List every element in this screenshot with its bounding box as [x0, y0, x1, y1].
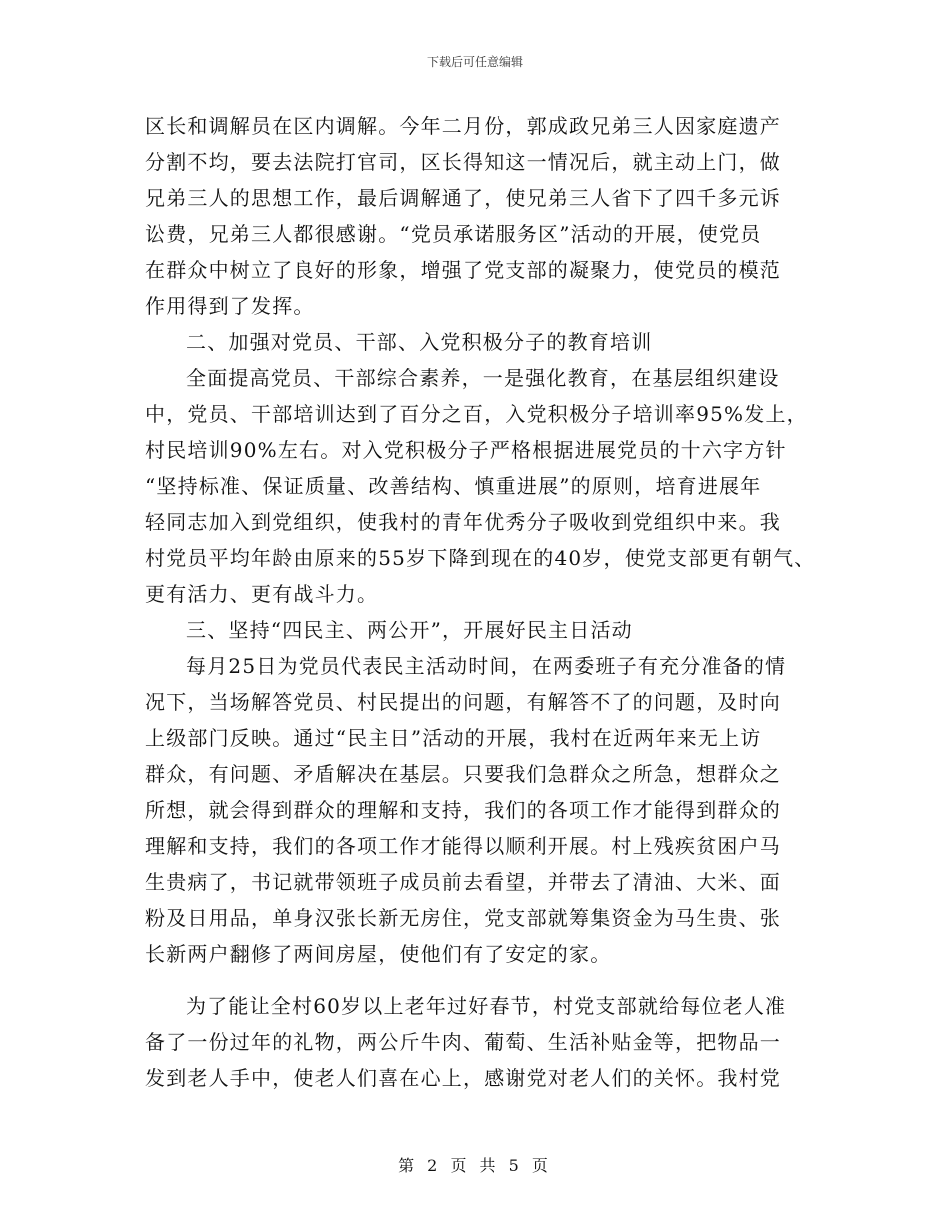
body-line: 在群众中树立了良好的形象，增强了党支部的凝聚力，使党员的模范: [145, 258, 781, 282]
body-line: 况下，当场解答党员、村民提出的问题，有解答不了的问题，及时向: [145, 690, 781, 714]
body-line: 分割不均，要去法院打官司，区长得知这一情况后，就主动上门，做: [145, 150, 781, 174]
body-line: 讼费，兄弟三人都很感谢。“党员承诺服务区”活动的开展，使党员: [145, 222, 762, 246]
body-line: 村民培训90%左右。对入党积极分子严格根据进展党员的十六字方针: [145, 438, 787, 462]
page-number: 第 2 页 共 5 页: [398, 1156, 552, 1175]
body-line: 长新两户翻修了两间房屋，使他们有了安定的家。: [145, 942, 612, 966]
body-line: 兄弟三人的思想工作，最后调解通了，使兄弟三人省下了四千多元诉: [145, 186, 781, 210]
body-line: 为了能让全村60岁以上老年过好春节，村党支部就给每位老人准: [186, 994, 787, 1018]
body-line: “坚持标准、保证质量、改善结构、慎重进展”的原则，培育进展年: [145, 474, 762, 498]
body-line: 粉及日用品，单身汉张长新无房住，党支部就筹集资金为马生贵、张: [145, 906, 781, 930]
body-line: 理解和支持，我们的各项工作才能得以顺利开展。村上残疾贫困户马: [145, 834, 781, 858]
body-line: 生贵病了，书记就带领班子成员前去看望，并带去了清油、大米、面: [145, 870, 781, 894]
body-line: 全面提高党员、干部综合素养，一是强化教育，在基层组织建设: [186, 366, 780, 390]
page-header: 下载后可任意编辑: [426, 55, 523, 69]
body-line: 上级部门反映。通过“民主日”活动的开展，我村在近两年来无上访: [145, 726, 762, 750]
section-heading: 二、加强对党员、干部、入党积极分子的教育培训: [186, 330, 653, 354]
section-heading: 三、坚持“四民主、两公开”，开展好民主日活动: [186, 618, 633, 642]
body-line: 所想，就会得到群众的理解和支持，我们的各项工作才能得到群众的: [145, 798, 781, 822]
body-line: 每月25日为党员代表民主活动时间，在两委班子有充分准备的情: [186, 654, 787, 678]
body-line: 中，党员、干部培训达到了百分之百，入党积极分子培训率95%发上，: [145, 402, 808, 426]
body-line: 区长和调解员在区内调解。今年二月份，郭成政兄弟三人因家庭遗产: [145, 114, 781, 138]
body-line: 作用得到了发挥。: [145, 294, 315, 318]
body-line: 备了一份过年的礼物，两公斤牛肉、葡萄、生活补贴金等，把物品一: [145, 1030, 781, 1054]
body-line: 更有活力、更有战斗力。: [145, 582, 379, 606]
body-line: 村党员平均年龄由原来的55岁下降到现在的40岁，使党支部更有朝气、: [145, 546, 816, 570]
body-line: 发到老人手中，使老人们喜在心上，感谢党对老人们的关怀。我村党: [145, 1066, 781, 1090]
body-line: 轻同志加入到党组织，使我村的青年优秀分子吸收到党组织中来。我: [145, 510, 781, 534]
body-line: 群众，有问题、矛盾解决在基层。只要我们急群众之所急，想群众之: [145, 762, 781, 786]
